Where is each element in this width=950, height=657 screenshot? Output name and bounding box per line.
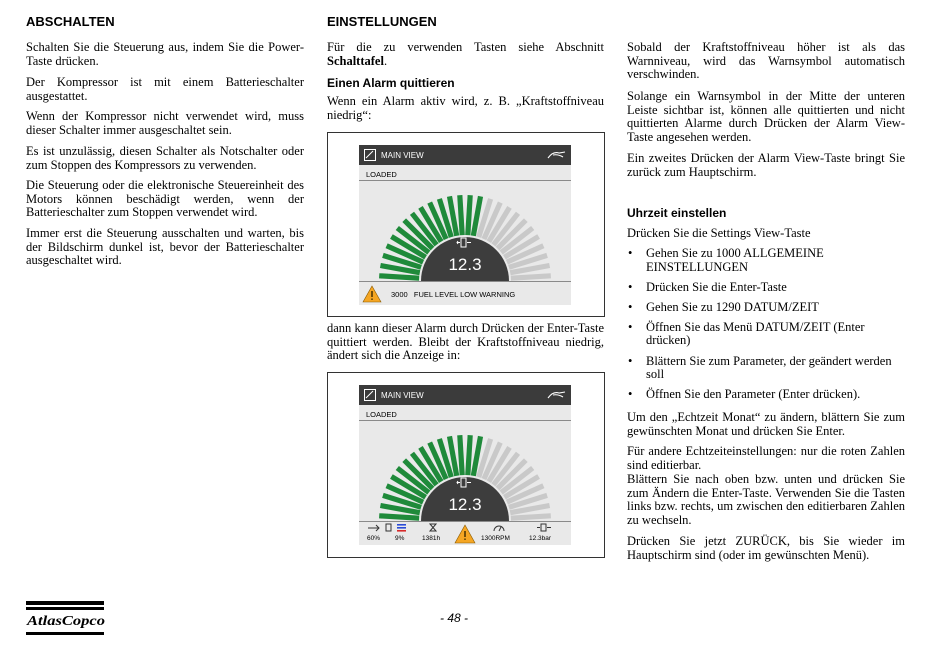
- stat-hours: 1381h: [422, 535, 441, 542]
- list-item: • Öffnen Sie den Parameter (Enter drücken).: [627, 388, 905, 402]
- status-loaded: LOADED: [366, 170, 397, 179]
- paragraph: Immer erst die Steuerung ausschalten und warten, bis der Bildschirm dunkel ist, bevor der Batterieschalter ausgeschaltet wird.: [26, 226, 304, 268]
- figure-screen-stats: [327, 372, 605, 558]
- level-bars-icon: [397, 523, 407, 532]
- paragraph: Solange ein Warnsymbol in der Mitte der unteren Leiste sichtbar ist, können alle quittierten und nicht quittierten Alarme durch Drücken der Alarm View-Taste angesehen werden.: [627, 89, 905, 144]
- stat-pressure: 12.3bar: [529, 535, 552, 542]
- section-heading-einstellungen: EINSTELLUNGEN: [327, 14, 437, 29]
- pressure-icon: [537, 523, 551, 532]
- paragraph: Die Steuerung oder die elektronische Steuereinheit des Motors können beschädigt werden, wenn der Batterieschalter zum Stoppen verwendet wird.: [26, 178, 304, 220]
- main-view-icon: [364, 389, 376, 401]
- paragraph: Drücken Sie die Settings View-Taste: [627, 226, 811, 240]
- stat-rpm: 1300RPM: [481, 535, 510, 542]
- screen-title-bar: [359, 385, 571, 405]
- logo-wordmark: [26, 610, 108, 632]
- intro-end: .: [383, 53, 388, 68]
- gauge-segment: [379, 276, 419, 278]
- page-number: - 48 -: [440, 611, 469, 625]
- section-heading-abschalten: ABSCHALTEN: [26, 14, 115, 29]
- steps-list: [627, 247, 905, 408]
- warning-triangle-icon: [362, 285, 382, 303]
- intro-text: Für die zu verwenden Tasten siehe Abschnitt: [327, 40, 604, 54]
- controller-screen: [359, 385, 571, 545]
- gauge-segment: [511, 516, 551, 518]
- screen-title-bar: [359, 145, 571, 165]
- company-logo: [26, 601, 106, 639]
- list-item: • Blättern Sie zum Parameter, der geändert werden soll: [627, 355, 905, 382]
- gauge-segment: [460, 195, 462, 235]
- stat-fuel: 60%: [367, 535, 381, 542]
- intro-link-schalttafel: Schalttafel: [327, 53, 384, 68]
- controller-screen: [359, 145, 571, 305]
- warning-triangle-icon: [454, 524, 476, 544]
- paragraph: Für andere Echtzeiteinstellungen: nur die roten Zahlen sind editierbar.: [627, 444, 905, 472]
- list-item: • Gehen Sie zu 1290 DATUM/ZEIT: [627, 301, 905, 315]
- gauge-value: 12.3: [448, 255, 482, 274]
- paragraph: Der Kompressor ist mit einem Batterieschalter ausgestattet.: [26, 75, 304, 103]
- gauge-segment: [468, 435, 470, 475]
- list-item: • Gehen Sie zu 1000 ALLGEMEINE EINSTELLUNGEN: [627, 247, 905, 274]
- status-loaded: LOADED: [366, 410, 397, 419]
- gauge-segment: [468, 195, 470, 235]
- subheading-alarm: Einen Alarm quittieren: [327, 76, 455, 90]
- paragraph: Schalten Sie die Steuerung aus, indem Sie die Power-Taste drücken.: [26, 40, 304, 68]
- gauge: [359, 181, 571, 281]
- paragraph: Sobald der Kraftstoffniveau höher ist als das Warnniveau, wird das Warnsymbol automatisch verschwinden.: [627, 40, 905, 82]
- gauge-value: 12.3: [448, 495, 482, 514]
- paragraph: Wenn der Kompressor nicht verwendet wird, muss dieser Schalter immer ausgeschaltet sein.: [26, 109, 304, 137]
- paragraph: dann kann dieser Alarm durch Drücken der Enter-Taste quittiert werden. Bleibt der Kraftstoffniveau niedrig, ändert sich die Anzeige in:: [327, 321, 604, 363]
- paragraph: Es ist unzulässig, diesen Schalter als Notschalter oder zum Stoppen des Kompressors zu verwenden.: [26, 144, 304, 172]
- main-view-icon: [364, 149, 376, 161]
- warning-text: 3000 FUEL LEVEL LOW WARNING: [391, 290, 516, 299]
- screen-title: MAIN VIEW: [381, 151, 424, 160]
- fuel-icon: [385, 523, 393, 532]
- gauge-segment: [379, 516, 419, 518]
- paragraph: Blättern Sie nach oben bzw. unten und drücken Sie zum Ändern die Enter-Taste. Verwenden Sie die Tasten links bzw. rechts, um zwischen den editierbaren Zahlen zu wechseln.: [627, 472, 905, 527]
- warning-bar: [359, 281, 571, 305]
- stats-bar: [359, 521, 571, 545]
- gauge-rpm-icon: [493, 523, 505, 532]
- stat-bars: 9%: [395, 535, 405, 542]
- flow-icon: [367, 524, 381, 532]
- list-item: • Drücken Sie die Enter-Taste: [627, 281, 905, 295]
- paragraph: Ein zweites Drücken der Alarm View-Taste bringt Sie zurück zum Hauptschirm.: [627, 151, 905, 179]
- figure-screen-warning: [327, 132, 605, 317]
- paragraph: Drücken Sie jetzt ZURÜCK, bis Sie wieder im Hauptschirm sind (oder im gewünschten Menü).: [627, 534, 905, 562]
- svg-text:AtlasCopco: AtlasCopco: [26, 613, 106, 628]
- paragraph: Um den „Echtzeit Monat“ zu ändern, blättern Sie zum gewünschten Monat und drücken Sie Enter.: [627, 410, 905, 438]
- subheading-uhrzeit: Uhrzeit einstellen: [627, 206, 727, 220]
- gauge: [359, 421, 571, 521]
- list-item: • Öffnen Sie das Menü DATUM/ZEIT (Enter drücken): [627, 321, 905, 348]
- gauge-segment: [511, 276, 551, 278]
- gauge-segment: [460, 435, 462, 475]
- intro-paragraph: [327, 41, 604, 68]
- hand-icon: [547, 149, 567, 161]
- screen-title: MAIN VIEW: [381, 391, 424, 400]
- paragraph: Wenn ein Alarm aktiv wird, z. B. „Kraftstoffniveau niedrig“:: [327, 94, 604, 122]
- hand-icon: [547, 389, 567, 401]
- hourglass-icon: [429, 523, 437, 532]
